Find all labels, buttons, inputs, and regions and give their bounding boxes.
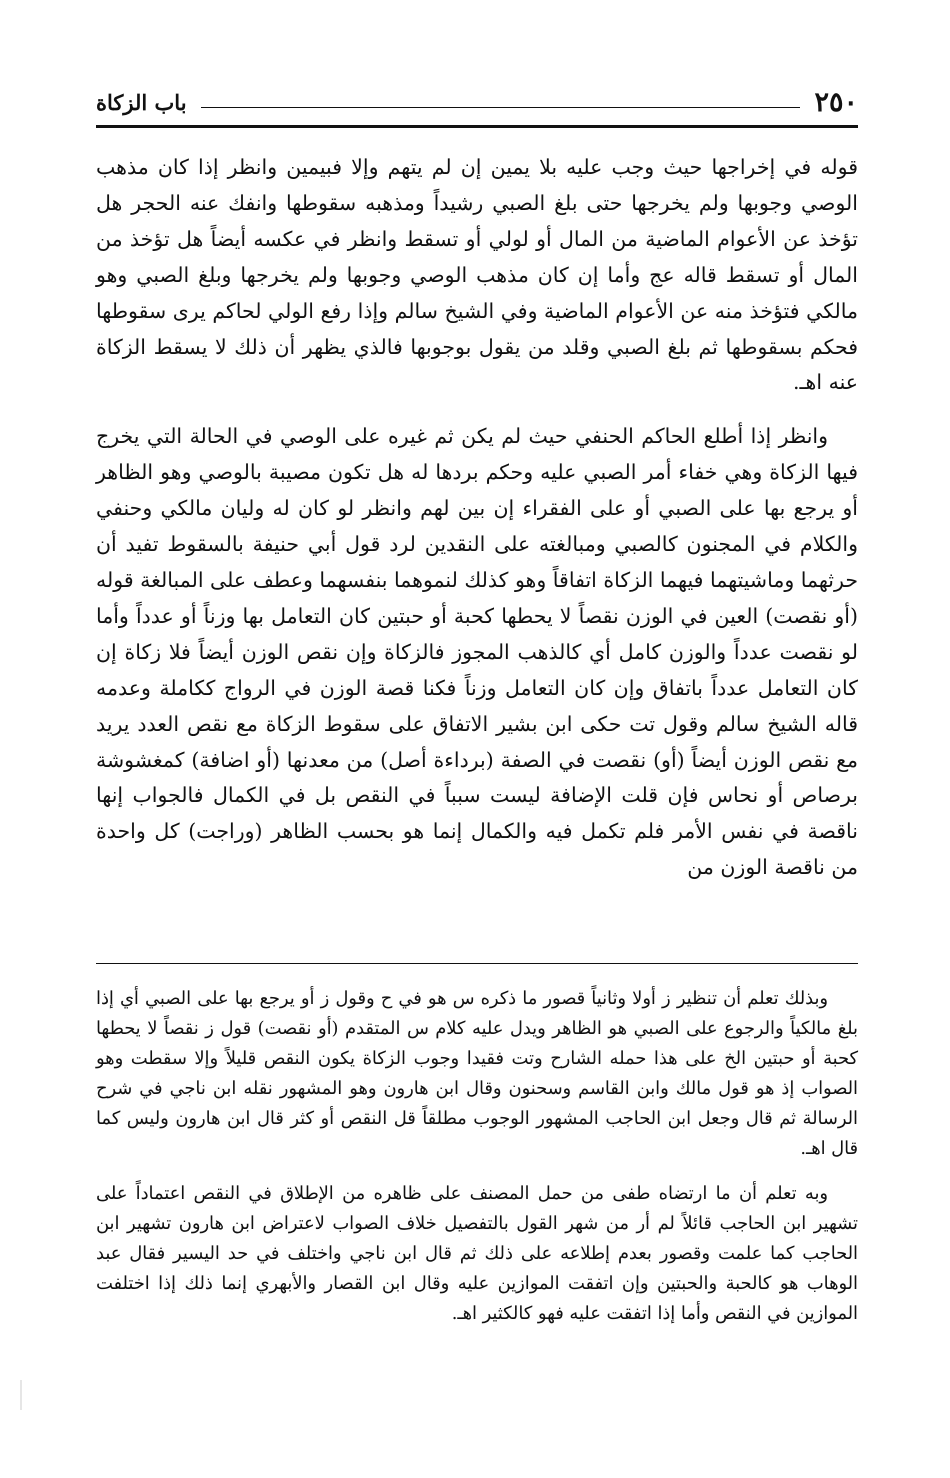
header-rule — [96, 125, 858, 128]
running-header — [96, 82, 858, 122]
main-paragraph-2: وانظر إذا أطلع الحاكم الحنفي حيث لم يكن ثم غيره على الوصي في الحالة التي يخرج فيها الزكاة وهي خفاء أمر الصبي عليه وحكم بردها له هل تكون مصيبة بالوصي وهو الظاهر أو يرجع بها على الصبي أو على الفقراء إن بين لهم وانظر لو كان له وليان مالكي وحنفي والكلام في المجنون كالصبي ومبالغته على النقدين لرد قول أبي حنيفة بالسقوط تفيد أن حرثهما وماشيتهما فيهما الزكاة اتفاقاً وهو كذلك لنموهما بنفسهما وعطف على المبالغة قوله (أو نقصت) العين في الوزن نقصاً لا يحطها كحبة أو حبتين كان التعامل بها وزناً أو عدداً وأما لو نقصت عدداً والوزن كامل أي كالذهب المجوز فالزكاة وإن نقص الوزن أيضاً فلا زكاة إن كان التعامل عدداً باتفاق وإن كان التعامل وزناً فكنا قصة الوزن في الرواج ككاملة وعدمه قاله الشيخ سالم وقول تت حكى ابن بشير الاتفاق على سقوط الزكاة مع نقص العدد يريد مع نقص الوزن أيضاً (أو) نقصت في الصفة (برداءة أصل) من معدنها (أو اضافة) كمغشوشة برصاص أو نحاس فإن قلت الإضافة ليست سبباً في النقص بل في الكمال فالجواب إنها ناقصة في نفس الأمر فلم تكمل فيه والكمال إنما هو بحسب الظاهر (وراجت) كل واحدة من ناقصة الوزن من — [96, 424, 858, 880]
main-text — [96, 150, 858, 886]
footnote-paragraph-1: وبذلك تعلم أن تنظير ز أولا وثانياً قصور ما ذكره س هو في ح وقول ز أو يرجع بها على الصبي أي إذا بلغ مالكياً والرجوع على الصبي هو الظاهر ويدل عليه كلام س المتقدم (أو نقصت) قول ز نقصاً لا يحطها كحبة أو حبتين الخ على هذا حمله الشارح وتت فقيدا وجوب الزكاة يكون النقص قليلاً وإلا سقطت وهو الصواب إذ هو قول مالك وابن القاسم وسحنون وقال ابن هارون وهو المشهور نقله ابن ناجي في شرح الرسالة ثم قال وجعل ابن الحاجب المشهور الوجوب مطلقاً قل النقص أو كثر قال ابن هارون وليس كما قال اهـ. — [96, 988, 858, 1160]
footnote-paragraph-2: وبه تعلم أن ما ارتضاه طفى من حمل المصنف على ظاهره من الإطلاق في النقص اعتماداً على تشهير ابن الحاجب قائلاً لم أر من شهر القول بالتفصيل خلاف الصواب لاعتراض ابن هارون تشهير ابن الحاجب كما علمت وقصور بعدم إطلاعه على ذلك ثم قال ابن ناجي واختلف في حد اليسير فقال عبد الوهاب هو كالحبة والحبتين وإن اتفقت الموازين عليه وقال ابن القصار والأبهري إنما ذلك إذا اختلفت الموازين في النقص وأما إذا اتفقت عليه فهو كالكثير اهـ. — [96, 1182, 858, 1324]
footnote-separator — [96, 963, 858, 964]
page-number: ٢٥٠ — [814, 86, 858, 118]
scan-artifact — [20, 1380, 22, 1410]
header-divider — [201, 107, 801, 108]
chapter-title: باب الزكاة — [96, 89, 187, 115]
main-paragraph-1: قوله في إخراجها حيث وجب عليه بلا يمين إن لم يتهم وإلا فبيمين وانظر إذا كان مذهب الوصي وجوبها ولم يخرجها حتى بلغ الصبي رشيداً ومذهبه سقوطها وانفك عنه الحجر هل تؤخذ عن الأعوام الماضية من المال أو لولي أو تسقط وانظر في عكسه أيضاً هل تؤخذ من المال أو تسقط قاله عج وأما إن كان مذهب الوصي وجوبها ولم يخرجها وبلغ الصبي وهو مالكي فتؤخذ منه عن الأعوام الماضية وفي الشيخ سالم وإذا رفع الولي لحاكم يرى سقوطها فحكم بسقوطها ثم بلغ الصبي وقلد من يقول بوجوبها فالذي يظهر أن ذلك لا يسقط الزكاة عنه اهـ. — [96, 155, 858, 395]
footnotes — [96, 984, 858, 1329]
